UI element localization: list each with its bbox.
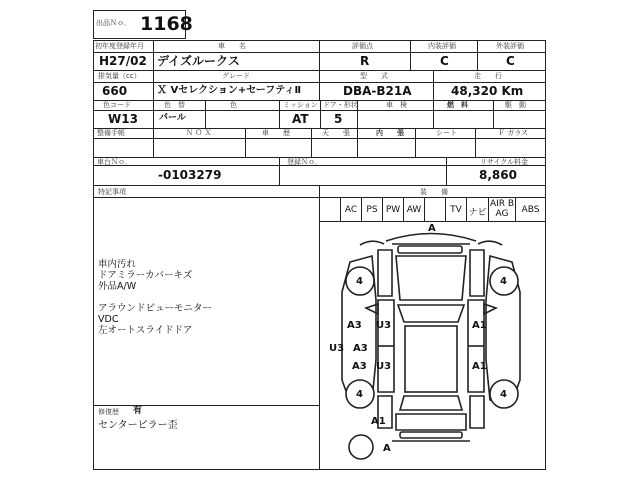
equip-pw: PW	[385, 205, 401, 215]
note-line: アラウンドビューモニター	[98, 303, 213, 314]
doors-label: ドア・形状	[323, 101, 358, 109]
mileage-value: 48,320 Km	[451, 84, 524, 98]
disp-value: 660	[102, 84, 128, 98]
damage-mark: 4	[500, 389, 507, 400]
history-label: 車 歴	[262, 129, 290, 137]
interior-pad-label: 内 張	[376, 129, 404, 137]
inspection-label: 車 検	[386, 101, 407, 109]
damage-mark: U3	[376, 320, 392, 331]
color-change-label: 色 替	[164, 101, 185, 109]
mission-label: ミッション	[283, 101, 318, 109]
glass-label: Ｆ ガラス	[498, 129, 529, 137]
equip-ac: AC	[344, 205, 358, 215]
equip-abs: ABS	[521, 205, 540, 215]
interior-label: 内装評価	[428, 42, 456, 50]
chassis-value: -0103279	[158, 168, 222, 182]
equip-aw: AW	[406, 205, 422, 215]
damage-mark: A	[428, 223, 436, 234]
mileage-label: 走 行	[474, 72, 502, 80]
model-value: DBA-B21A	[343, 84, 412, 98]
color-code-value: W13	[108, 112, 138, 126]
exterior-value: C	[506, 54, 515, 68]
reg-label: 初年度登録年月	[95, 42, 144, 50]
note-line: 車内汚れ	[98, 259, 137, 270]
model-label: 型 式	[360, 72, 388, 80]
repair-value: 有	[133, 406, 143, 416]
damage-mark: A1	[472, 361, 487, 372]
note-line: VDC	[98, 314, 119, 325]
drive-label: 駆 動	[505, 101, 526, 109]
recycle-label: リサイクル料金	[480, 158, 529, 166]
damage-mark: A	[383, 443, 391, 454]
score-value: R	[360, 54, 370, 68]
damage-mark: A1	[371, 416, 386, 427]
roof-label: 天 張	[322, 129, 350, 137]
color-code-label: 色コード	[103, 101, 131, 109]
color-value: パール	[159, 113, 186, 123]
interior-value: C	[440, 54, 449, 68]
repair-label: 修復歴	[98, 408, 119, 416]
manual-label: 整備手帳	[97, 129, 125, 137]
disp-label: 排気量（cc）	[98, 72, 141, 80]
damage-mark: A1	[472, 320, 487, 331]
mission-value: AT	[292, 112, 309, 126]
damage-mark: 4	[356, 276, 363, 287]
lot-number: 1168	[140, 13, 193, 35]
damage-mark: 4	[356, 389, 363, 400]
equip-airbag: AIR BAG	[489, 199, 515, 219]
damage-mark: U3	[329, 343, 345, 354]
note-line	[98, 292, 212, 303]
notes-label: 特記事項	[98, 188, 126, 196]
lot-label: 出品Ｎｏ．	[96, 19, 131, 27]
reg-value: H27/02	[99, 54, 147, 68]
damage-mark: 4	[500, 276, 507, 287]
regno-label: 登録Ｎｏ．	[287, 158, 322, 166]
note-line: ドアミラーカバーキズ	[98, 270, 193, 281]
name-value: デイズルークス	[157, 54, 240, 68]
score-label: 評価点	[352, 42, 373, 50]
note-line: 外品A/W	[98, 281, 137, 292]
name-label: 車 名	[218, 42, 246, 50]
repair-note: センターピラー歪	[98, 420, 178, 431]
notes-list	[98, 259, 212, 336]
spare-wheel	[349, 435, 373, 459]
car-diagram	[342, 234, 520, 442]
grade-label: グレード	[222, 72, 250, 80]
fuel-label: 燃 料	[447, 101, 468, 109]
damage-mark: A3	[353, 343, 368, 354]
equipment-label: 装 備	[420, 188, 448, 196]
recycle-value: 8,860	[479, 168, 517, 182]
grade-value: Ｘ Vセレクション+セーフティⅡ	[157, 85, 302, 96]
color-label: 色	[230, 101, 237, 109]
seat-label: シート	[436, 129, 457, 137]
nox-label: Ｎ Ｏ Ｘ	[186, 129, 212, 137]
damage-mark: A3	[352, 361, 367, 372]
doors-value: 5	[334, 112, 343, 126]
equip-ps: PS	[366, 205, 378, 215]
equip-navi: ナビ	[468, 208, 487, 218]
chassis-label: 車台Ｎｏ．	[97, 158, 132, 166]
exterior-label: 外装評価	[496, 42, 524, 50]
equip-tv: TV	[450, 205, 462, 215]
damage-mark: U3	[376, 361, 392, 372]
damage-mark: A3	[347, 320, 362, 331]
note-line: 左オートスライドドア	[98, 325, 193, 336]
